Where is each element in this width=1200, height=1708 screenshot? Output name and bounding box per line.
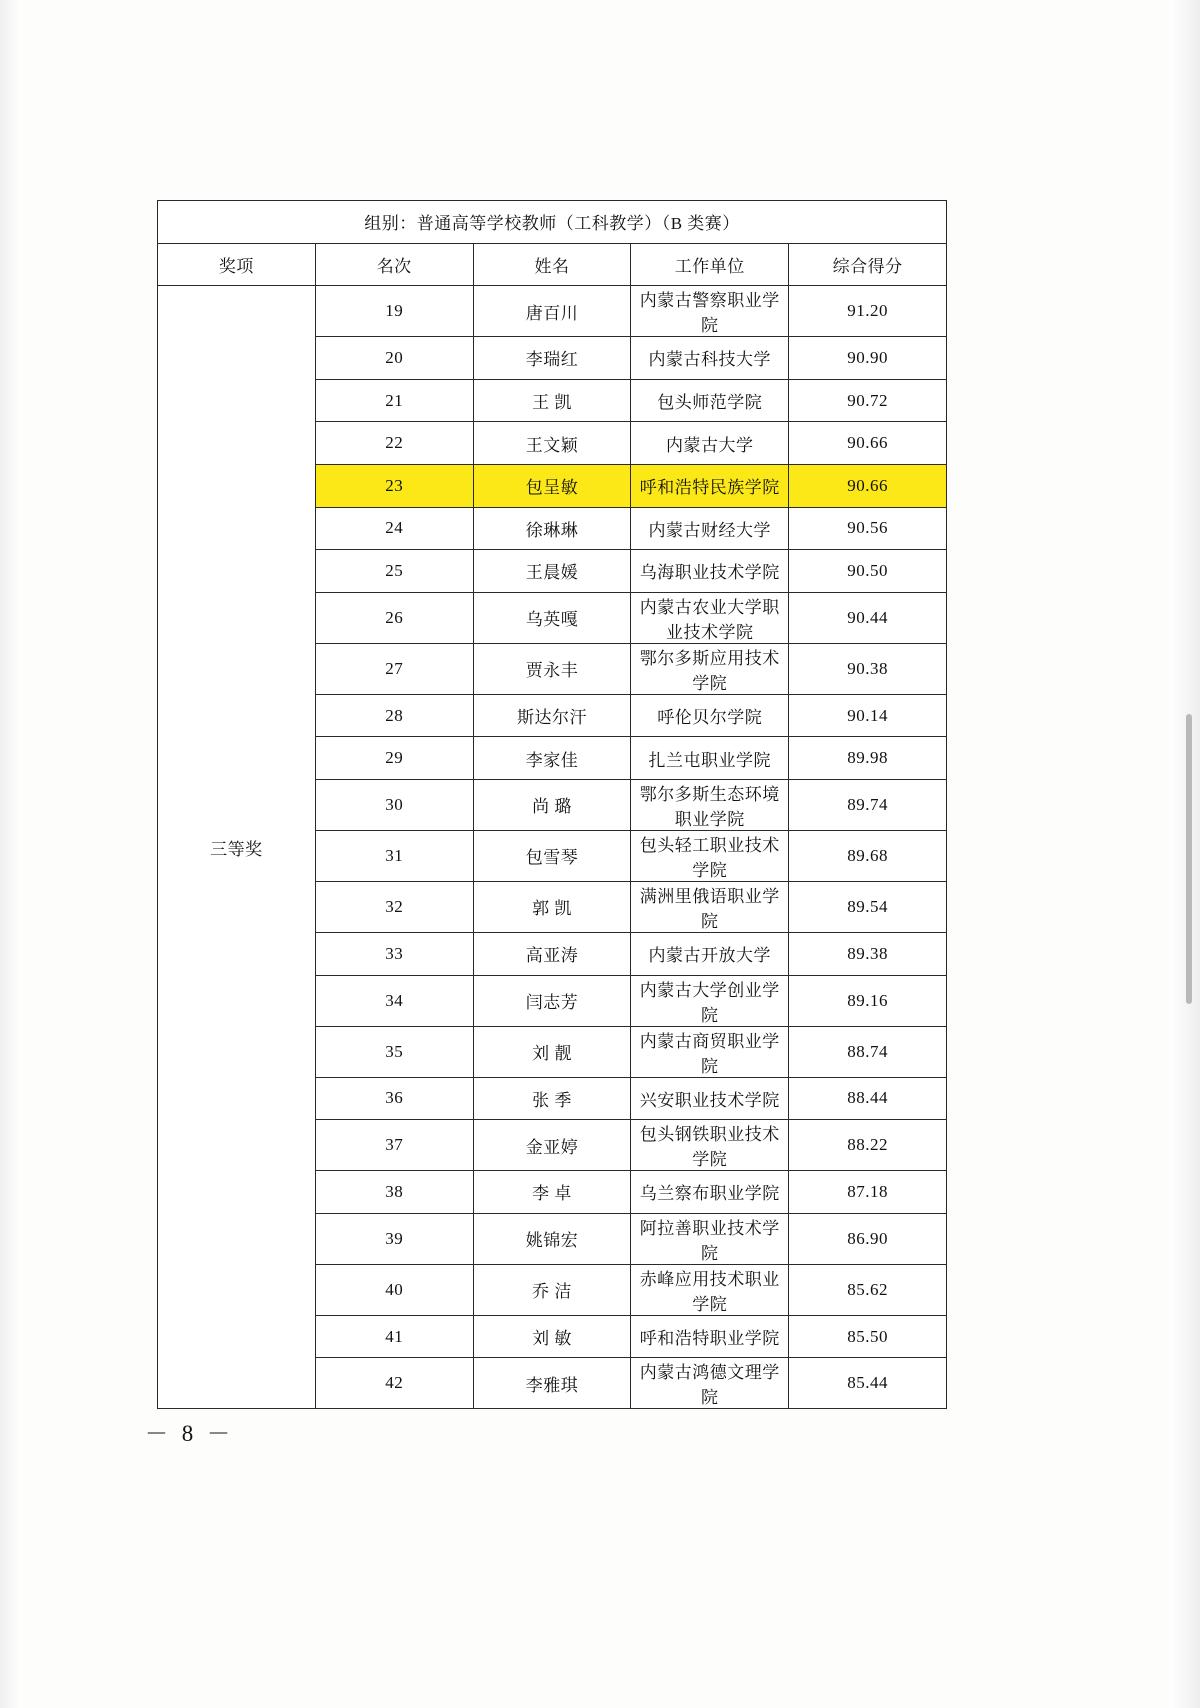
cell-score: 89.74 (789, 779, 947, 830)
cell-score: 89.54 (789, 881, 947, 932)
cell-name: 斯达尔汗 (473, 694, 631, 737)
cell-score: 90.66 (789, 422, 947, 465)
cell-name: 包雪琴 (473, 830, 631, 881)
column-header-score: 综合得分 (789, 243, 947, 286)
cell-unit: 阿拉善职业技术学院 (631, 1213, 789, 1264)
column-header-rank: 名次 (315, 243, 473, 286)
cell-unit: 内蒙古大学 (631, 422, 789, 465)
cell-rank: 31 (315, 830, 473, 881)
cell-name: 贾永丰 (473, 643, 631, 694)
paper-edge-left (0, 0, 22, 1708)
cell-unit: 包头轻工职业技术学院 (631, 830, 789, 881)
group-header-cell: 组别：普通高等学校教师（工科教学）（B 类赛） (158, 201, 947, 244)
cell-score: 88.74 (789, 1026, 947, 1077)
cell-rank: 27 (315, 643, 473, 694)
table-column-header-row (158, 243, 947, 286)
cell-score: 85.44 (789, 1358, 947, 1409)
cell-name: 乌英嘎 (473, 592, 631, 643)
cell-name: 唐百川 (473, 286, 631, 337)
cell-rank: 34 (315, 975, 473, 1026)
cell-name: 刘 敏 (473, 1315, 631, 1358)
cell-unit: 满洲里俄语职业学院 (631, 881, 789, 932)
cell-rank: 30 (315, 779, 473, 830)
cell-unit: 乌海职业技术学院 (631, 550, 789, 593)
cell-score: 87.18 (789, 1171, 947, 1214)
award-table-container (157, 200, 947, 1409)
cell-rank: 36 (315, 1077, 473, 1120)
cell-score: 88.44 (789, 1077, 947, 1120)
cell-rank: 29 (315, 737, 473, 780)
column-header-unit: 工作单位 (631, 243, 789, 286)
cell-unit: 内蒙古鸿德文理学院 (631, 1358, 789, 1409)
cell-unit: 内蒙古科技大学 (631, 337, 789, 380)
cell-rank: 38 (315, 1171, 473, 1214)
cell-score: 90.14 (789, 694, 947, 737)
paper-edge-right (1170, 0, 1200, 1708)
cell-unit: 扎兰屯职业学院 (631, 737, 789, 780)
cell-name: 郭 凯 (473, 881, 631, 932)
cell-rank: 41 (315, 1315, 473, 1358)
cell-score: 90.90 (789, 337, 947, 380)
cell-rank: 19 (315, 286, 473, 337)
cell-unit: 内蒙古大学创业学院 (631, 975, 789, 1026)
cell-unit: 内蒙古商贸职业学院 (631, 1026, 789, 1077)
cell-name: 李雅琪 (473, 1358, 631, 1409)
scrollbar-thumb[interactable] (1186, 714, 1192, 1004)
cell-unit: 内蒙古开放大学 (631, 932, 789, 975)
award-table (157, 200, 947, 1409)
cell-score: 91.20 (789, 286, 947, 337)
cell-name: 高亚涛 (473, 932, 631, 975)
cell-score: 90.38 (789, 643, 947, 694)
cell-name: 闫志芳 (473, 975, 631, 1026)
cell-name: 张 季 (473, 1077, 631, 1120)
cell-rank: 40 (315, 1264, 473, 1315)
cell-rank: 24 (315, 507, 473, 550)
cell-unit: 包头师范学院 (631, 379, 789, 422)
cell-name: 乔 洁 (473, 1264, 631, 1315)
cell-unit: 内蒙古财经大学 (631, 507, 789, 550)
cell-name: 姚锦宏 (473, 1213, 631, 1264)
cell-score: 89.16 (789, 975, 947, 1026)
cell-unit: 内蒙古农业大学职业技术学院 (631, 592, 789, 643)
cell-rank: 39 (315, 1213, 473, 1264)
cell-rank: 32 (315, 881, 473, 932)
cell-name: 王 凯 (473, 379, 631, 422)
cell-name: 王晨媛 (473, 550, 631, 593)
cell-unit: 鄂尔多斯生态环境职业学院 (631, 779, 789, 830)
table-group-header-row (158, 201, 947, 244)
cell-rank: 28 (315, 694, 473, 737)
cell-rank: 37 (315, 1120, 473, 1171)
cell-rank: 21 (315, 379, 473, 422)
cell-unit: 呼伦贝尔学院 (631, 694, 789, 737)
cell-unit: 内蒙古警察职业学院 (631, 286, 789, 337)
cell-unit: 呼和浩特民族学院 (631, 464, 789, 507)
table-row (158, 286, 947, 337)
cell-score: 90.66 (789, 464, 947, 507)
cell-unit: 鄂尔多斯应用技术学院 (631, 643, 789, 694)
cell-name: 尚 璐 (473, 779, 631, 830)
page-number: － 8 － (145, 1421, 234, 1446)
cell-name: 包呈敏 (473, 464, 631, 507)
cell-score: 89.38 (789, 932, 947, 975)
cell-rank: 42 (315, 1358, 473, 1409)
cell-name: 李瑞红 (473, 337, 631, 380)
cell-score: 89.68 (789, 830, 947, 881)
cell-name: 王文颖 (473, 422, 631, 465)
cell-score: 88.22 (789, 1120, 947, 1171)
column-header-award: 奖项 (158, 243, 316, 286)
cell-rank: 23 (315, 464, 473, 507)
cell-unit: 乌兰察布职业学院 (631, 1171, 789, 1214)
cell-score: 90.56 (789, 507, 947, 550)
cell-score: 90.44 (789, 592, 947, 643)
cell-score: 89.98 (789, 737, 947, 780)
cell-rank: 33 (315, 932, 473, 975)
cell-name: 李 卓 (473, 1171, 631, 1214)
cell-unit: 兴安职业技术学院 (631, 1077, 789, 1120)
cell-unit: 赤峰应用技术职业学院 (631, 1264, 789, 1315)
cell-score: 90.50 (789, 550, 947, 593)
cell-rank: 26 (315, 592, 473, 643)
cell-score: 85.50 (789, 1315, 947, 1358)
award-table-body (158, 201, 947, 1409)
cell-name: 徐琳琳 (473, 507, 631, 550)
cell-name: 李家佳 (473, 737, 631, 780)
cell-name: 刘 靓 (473, 1026, 631, 1077)
cell-score: 90.72 (789, 379, 947, 422)
cell-unit: 包头钢铁职业技术学院 (631, 1120, 789, 1171)
cell-score: 85.62 (789, 1264, 947, 1315)
cell-name: 金亚婷 (473, 1120, 631, 1171)
column-header-name: 姓名 (473, 243, 631, 286)
cell-unit: 呼和浩特职业学院 (631, 1315, 789, 1358)
cell-rank: 25 (315, 550, 473, 593)
cell-rank: 22 (315, 422, 473, 465)
cell-rank: 20 (315, 337, 473, 380)
cell-score: 86.90 (789, 1213, 947, 1264)
award-label-cell: 三等奖 (158, 286, 316, 1409)
cell-rank: 35 (315, 1026, 473, 1077)
